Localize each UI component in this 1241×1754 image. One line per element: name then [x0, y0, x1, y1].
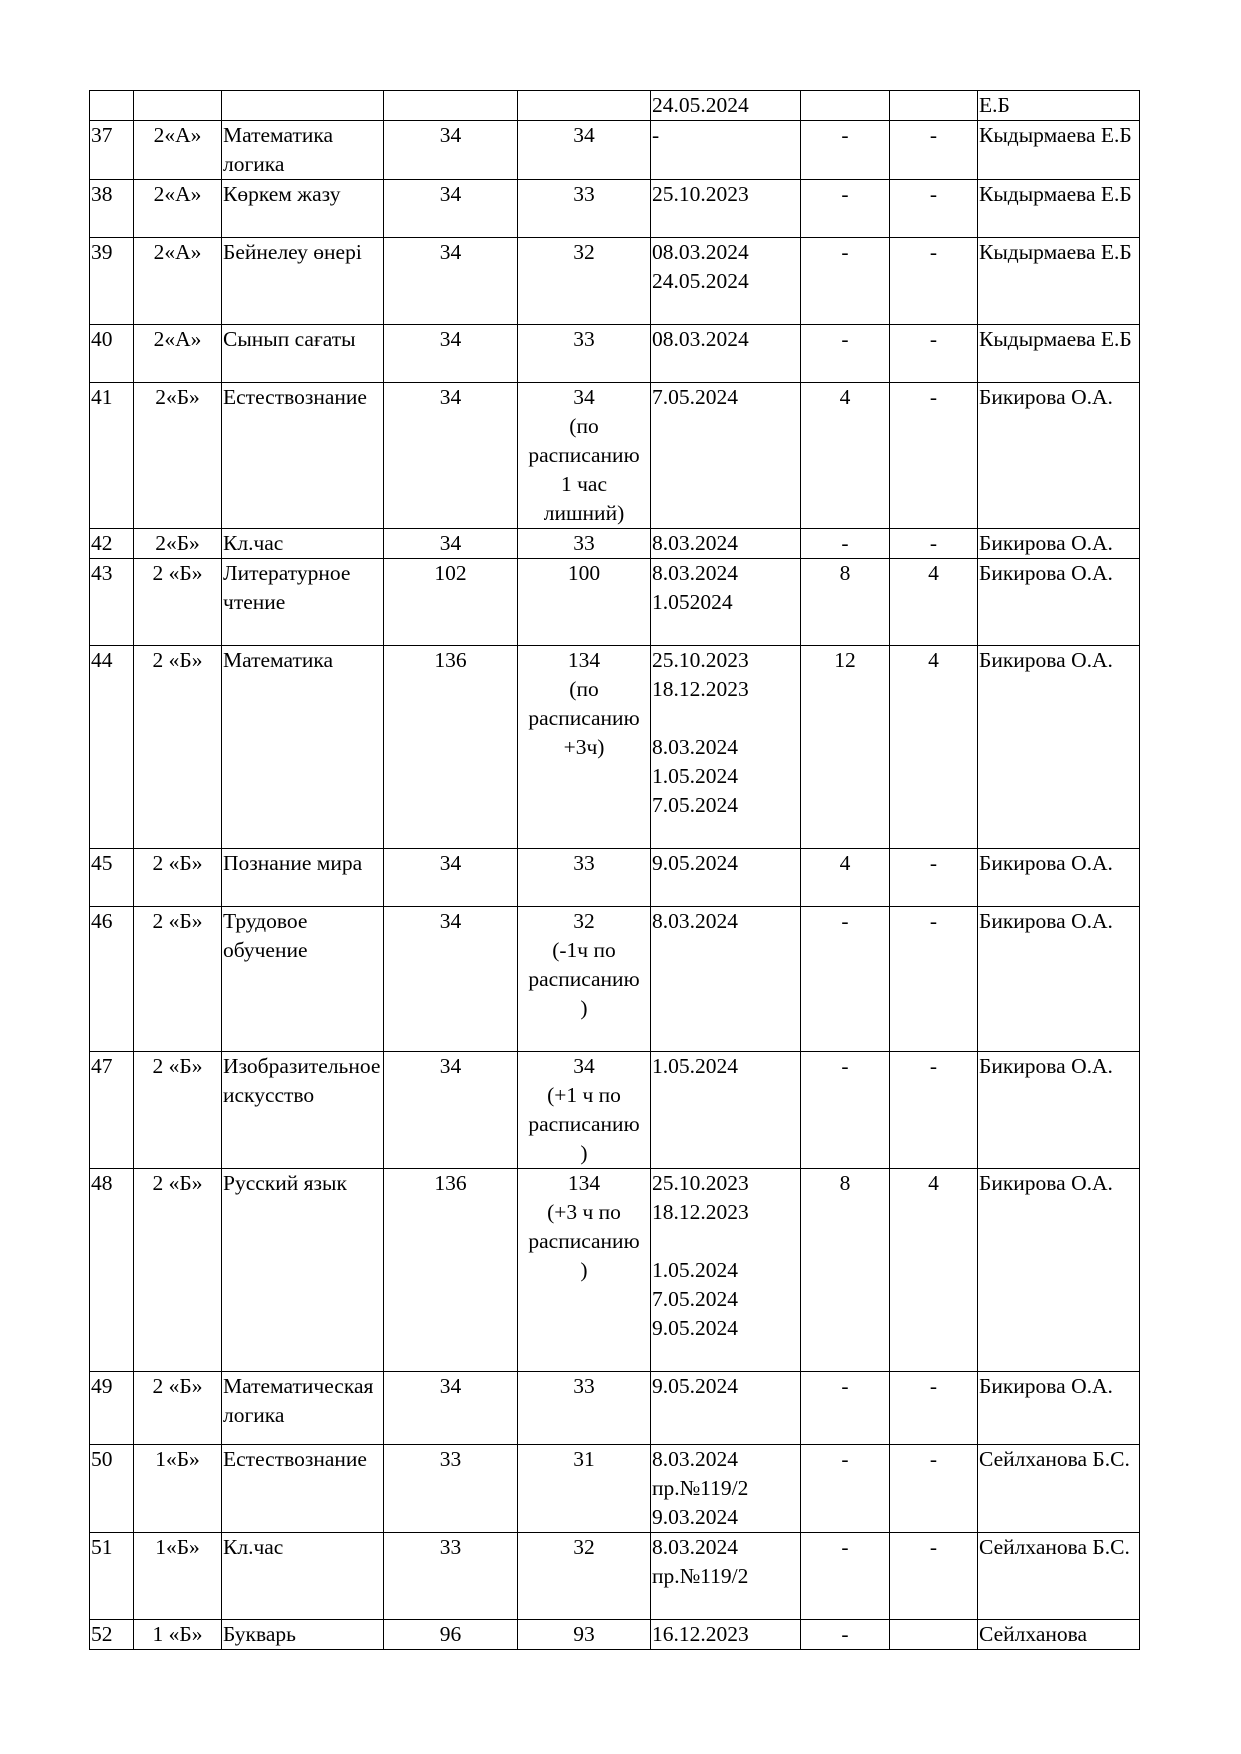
dates-cell: -: [651, 121, 801, 180]
planned-hours-cell: 34: [384, 238, 518, 325]
planned-hours-cell: 34: [384, 907, 518, 1052]
count-cell-1: -: [801, 1620, 890, 1650]
class-cell: 2 «Б»: [134, 1372, 222, 1445]
subject-cell: Математика логика: [222, 121, 384, 180]
table-row: [90, 559, 1140, 646]
dates-cell: 08.03.2024 24.05.2024: [651, 238, 801, 325]
subject-cell: Математика: [222, 646, 384, 849]
count-cell-1: -: [801, 1445, 890, 1533]
teacher-cell: Кыдырмаева Е.Б: [978, 238, 1140, 325]
table-row: [90, 238, 1140, 325]
table-row: [90, 1052, 1140, 1169]
planned-hours-cell: 136: [384, 646, 518, 849]
actual-hours-cell: 100: [518, 559, 651, 646]
schedule-table: [89, 90, 1140, 1650]
subject-cell: Математическая логика: [222, 1372, 384, 1445]
planned-hours-cell: 33: [384, 1533, 518, 1620]
dates-cell: 25.10.2023: [651, 180, 801, 238]
count-cell-1: -: [801, 238, 890, 325]
table-row: [90, 121, 1140, 180]
count-cell-2: 4: [890, 1169, 978, 1372]
count-cell-1: -: [801, 121, 890, 180]
count-cell-1: -: [801, 1372, 890, 1445]
count-cell-1: 8: [801, 1169, 890, 1372]
actual-hours-cell: 134 (+3 ч по расписанию ): [518, 1169, 651, 1372]
actual-hours-cell: 33: [518, 849, 651, 907]
row-number: 50: [90, 1445, 134, 1533]
table-row: [90, 1445, 1140, 1533]
dates-cell: 25.10.2023 18.12.2023 1.05.2024 7.05.2024 9.05.2024: [651, 1169, 801, 1372]
table-row: [90, 646, 1140, 849]
teacher-cell: Бикирова О.А.: [978, 646, 1140, 849]
count-cell-2: -: [890, 1372, 978, 1445]
count-cell-1: -: [801, 180, 890, 238]
actual-hours-cell: 33: [518, 1372, 651, 1445]
planned-hours-cell: 96: [384, 1620, 518, 1650]
teacher-cell: Бикирова О.А.: [978, 383, 1140, 529]
teacher-cell: Сейлханова Б.С.: [978, 1445, 1140, 1533]
count-cell-2: [890, 1620, 978, 1650]
count-cell-1: -: [801, 1052, 890, 1169]
subject-cell: Бейнелеу өнері: [222, 238, 384, 325]
subject-cell: Естествознание: [222, 1445, 384, 1533]
count-cell-2: -: [890, 907, 978, 1052]
table-row: [90, 849, 1140, 907]
table-row: [90, 1169, 1140, 1372]
table-row: [90, 383, 1140, 529]
actual-hours-cell: 134 (по расписанию +3ч): [518, 646, 651, 849]
row-number: 48: [90, 1169, 134, 1372]
count-cell-1: [801, 91, 890, 121]
count-cell-1: 4: [801, 383, 890, 529]
count-cell-2: -: [890, 383, 978, 529]
count-cell-2: -: [890, 529, 978, 559]
class-cell: 2«Б»: [134, 529, 222, 559]
teacher-cell: Сейлханова Б.С.: [978, 1533, 1140, 1620]
table-row: [90, 1533, 1140, 1620]
dates-cell: 9.05.2024: [651, 1372, 801, 1445]
planned-hours-cell: 102: [384, 559, 518, 646]
dates-cell: 7.05.2024: [651, 383, 801, 529]
teacher-cell: Бикирова О.А.: [978, 529, 1140, 559]
teacher-cell: Бикирова О.А.: [978, 559, 1140, 646]
dates-cell: 25.10.2023 18.12.2023 8.03.2024 1.05.2024 7.05.2024: [651, 646, 801, 849]
count-cell-2: 4: [890, 559, 978, 646]
planned-hours-cell: 33: [384, 1445, 518, 1533]
count-cell-1: -: [801, 529, 890, 559]
row-number: 52: [90, 1620, 134, 1650]
row-number: 46: [90, 907, 134, 1052]
planned-hours-cell: 34: [384, 121, 518, 180]
count-cell-2: [890, 91, 978, 121]
dates-cell: 16.12.2023: [651, 1620, 801, 1650]
class-cell: 2«А»: [134, 325, 222, 383]
teacher-cell: Бикирова О.А.: [978, 907, 1140, 1052]
actual-hours-cell: 32: [518, 238, 651, 325]
dates-cell: 1.05.2024: [651, 1052, 801, 1169]
count-cell-2: 4: [890, 646, 978, 849]
subject-cell: Русский язык: [222, 1169, 384, 1372]
count-cell-1: 12: [801, 646, 890, 849]
count-cell-1: 8: [801, 559, 890, 646]
actual-hours-cell: 33: [518, 529, 651, 559]
row-number: 51: [90, 1533, 134, 1620]
table-row: [90, 91, 1140, 121]
subject-cell: Познание мира: [222, 849, 384, 907]
count-cell-2: -: [890, 1052, 978, 1169]
planned-hours-cell: [384, 91, 518, 121]
actual-hours-cell: 32 (-1ч по расписанию ): [518, 907, 651, 1052]
row-number: 47: [90, 1052, 134, 1169]
count-cell-2: -: [890, 1533, 978, 1620]
planned-hours-cell: 34: [384, 383, 518, 529]
class-cell: 1 «Б»: [134, 1620, 222, 1650]
class-cell: 2 «Б»: [134, 849, 222, 907]
teacher-cell: Кыдырмаева Е.Б: [978, 180, 1140, 238]
teacher-cell: Кыдырмаева Е.Б: [978, 121, 1140, 180]
dates-cell: 8.03.2024 пр.№119/2 9.03.2024: [651, 1445, 801, 1533]
class-cell: 1«Б»: [134, 1533, 222, 1620]
actual-hours-cell: 31: [518, 1445, 651, 1533]
teacher-cell: Бикирова О.А.: [978, 849, 1140, 907]
row-number: 41: [90, 383, 134, 529]
teacher-cell: Бикирова О.А.: [978, 1052, 1140, 1169]
planned-hours-cell: 34: [384, 849, 518, 907]
dates-cell: 8.03.2024 пр.№119/2: [651, 1533, 801, 1620]
count-cell-2: -: [890, 1445, 978, 1533]
subject-cell: Естествознание: [222, 383, 384, 529]
table-row: [90, 529, 1140, 559]
dates-cell: 9.05.2024: [651, 849, 801, 907]
actual-hours-cell: 34 (+1 ч по расписанию ): [518, 1052, 651, 1169]
count-cell-2: -: [890, 121, 978, 180]
row-number: 45: [90, 849, 134, 907]
class-cell: 2«А»: [134, 121, 222, 180]
subject-cell: Изобразительное искусство: [222, 1052, 384, 1169]
schedule-body: [90, 91, 1140, 1650]
class-cell: 2«А»: [134, 238, 222, 325]
count-cell-2: -: [890, 238, 978, 325]
teacher-cell: Кыдырмаева Е.Б: [978, 325, 1140, 383]
actual-hours-cell: 34 (по расписанию 1 час лишний): [518, 383, 651, 529]
row-number: [90, 91, 134, 121]
table-row: [90, 1372, 1140, 1445]
row-number: 44: [90, 646, 134, 849]
class-cell: 2«Б»: [134, 383, 222, 529]
table-row: [90, 907, 1140, 1052]
dates-cell: 8.03.2024: [651, 907, 801, 1052]
teacher-cell: Бикирова О.А.: [978, 1372, 1140, 1445]
row-number: 37: [90, 121, 134, 180]
class-cell: 2 «Б»: [134, 559, 222, 646]
dates-cell: 08.03.2024: [651, 325, 801, 383]
subject-cell: Литературное чтение: [222, 559, 384, 646]
class-cell: 1«Б»: [134, 1445, 222, 1533]
subject-cell: Букварь: [222, 1620, 384, 1650]
actual-hours-cell: 34: [518, 121, 651, 180]
teacher-cell: Е.Б: [978, 91, 1140, 121]
table-row: [90, 180, 1140, 238]
count-cell-2: -: [890, 849, 978, 907]
class-cell: [134, 91, 222, 121]
actual-hours-cell: [518, 91, 651, 121]
row-number: 49: [90, 1372, 134, 1445]
count-cell-1: -: [801, 325, 890, 383]
table-row: [90, 325, 1140, 383]
actual-hours-cell: 33: [518, 180, 651, 238]
actual-hours-cell: 32: [518, 1533, 651, 1620]
subject-cell: Трудовое обучение: [222, 907, 384, 1052]
class-cell: 2 «Б»: [134, 1169, 222, 1372]
subject-cell: Сынып сағаты: [222, 325, 384, 383]
teacher-cell: Бикирова О.А.: [978, 1169, 1140, 1372]
dates-cell: 24.05.2024: [651, 91, 801, 121]
count-cell-1: 4: [801, 849, 890, 907]
actual-hours-cell: 93: [518, 1620, 651, 1650]
row-number: 39: [90, 238, 134, 325]
row-number: 40: [90, 325, 134, 383]
planned-hours-cell: 34: [384, 180, 518, 238]
subject-cell: Көркем жазу: [222, 180, 384, 238]
teacher-cell: Сейлханова: [978, 1620, 1140, 1650]
table-row: [90, 1620, 1140, 1650]
actual-hours-cell: 33: [518, 325, 651, 383]
planned-hours-cell: 34: [384, 1372, 518, 1445]
subject-cell: Кл.час: [222, 529, 384, 559]
count-cell-1: -: [801, 907, 890, 1052]
subject-cell: [222, 91, 384, 121]
class-cell: 2«А»: [134, 180, 222, 238]
planned-hours-cell: 34: [384, 325, 518, 383]
count-cell-2: -: [890, 325, 978, 383]
row-number: 43: [90, 559, 134, 646]
row-number: 38: [90, 180, 134, 238]
class-cell: 2 «Б»: [134, 646, 222, 849]
count-cell-1: -: [801, 1533, 890, 1620]
dates-cell: 8.03.2024 1.052024: [651, 559, 801, 646]
count-cell-2: -: [890, 180, 978, 238]
subject-cell: Кл.час: [222, 1533, 384, 1620]
planned-hours-cell: 34: [384, 529, 518, 559]
dates-cell: 8.03.2024: [651, 529, 801, 559]
class-cell: 2 «Б»: [134, 907, 222, 1052]
row-number: 42: [90, 529, 134, 559]
planned-hours-cell: 136: [384, 1169, 518, 1372]
class-cell: 2 «Б»: [134, 1052, 222, 1169]
planned-hours-cell: 34: [384, 1052, 518, 1169]
